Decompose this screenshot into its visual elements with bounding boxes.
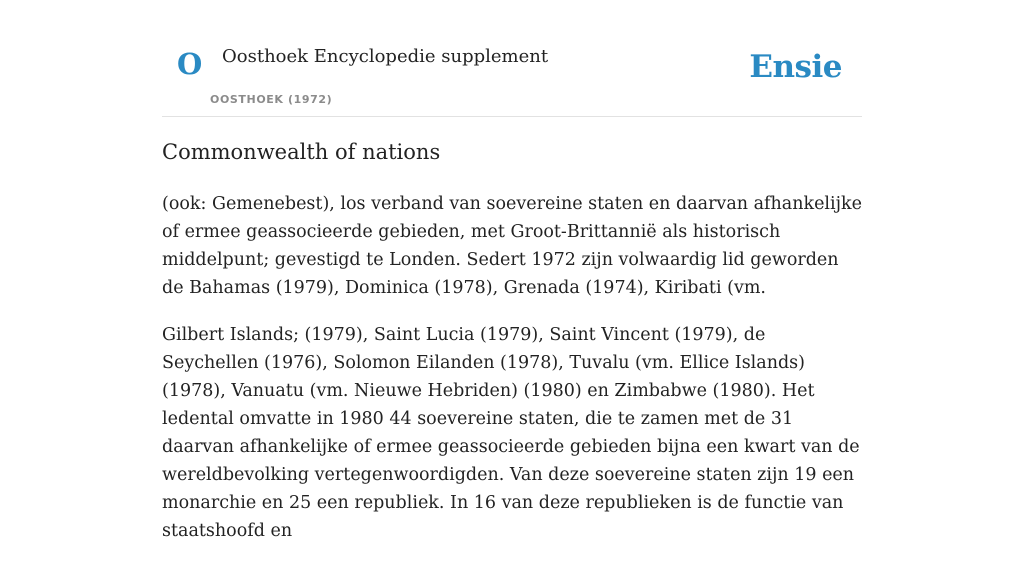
index-letter[interactable]: O: [177, 47, 203, 81]
brand-logo[interactable]: Ensie: [749, 49, 842, 85]
article-paragraph: (ook: Gemenebest), los verband van soevereine staten en daarvan afhankelijke of ermee geassocieerde gebieden, met Groot-Brittannië als historisch middelpunt; gevestigd te Londen. Sedert 1972 zijn volwaardig lid geworden de Bahamas (1979), Dominica (1978), Grenada (1974), Kiribati (vm.: [162, 194, 863, 299]
source-publisher: OOSTHOEK (1972): [210, 93, 333, 106]
source-title[interactable]: Oosthoek Encyclopedie supplement: [222, 46, 549, 67]
source-header: [162, 0, 862, 117]
article-paragraph: Gilbert Islands; (1979), Saint Lucia (1979), Saint Vincent (1979), de Seychellen (1976), Solomon Eilanden (1978), Tuvalu (vm. Ellice Islands) (1978), Vanuatu (vm. Nieuwe Hebriden) (1980) en Zimbabwe (1980). Het ledental omvatte in 1980 44 soevereine staten, die te zamen met de 31 daarvan afhankelijke of ermee geassocieerde gebieden bijna een kwart van de wereldbevolking vertegenwoordigden. Van deze soevereine staten zijn 19 een monarchie en 25 een republiek. In 16 van deze republieken is de functie van staatshoofd en: [162, 325, 860, 542]
article: [162, 139, 862, 564]
article-title: Commonwealth of nations: [162, 140, 441, 164]
